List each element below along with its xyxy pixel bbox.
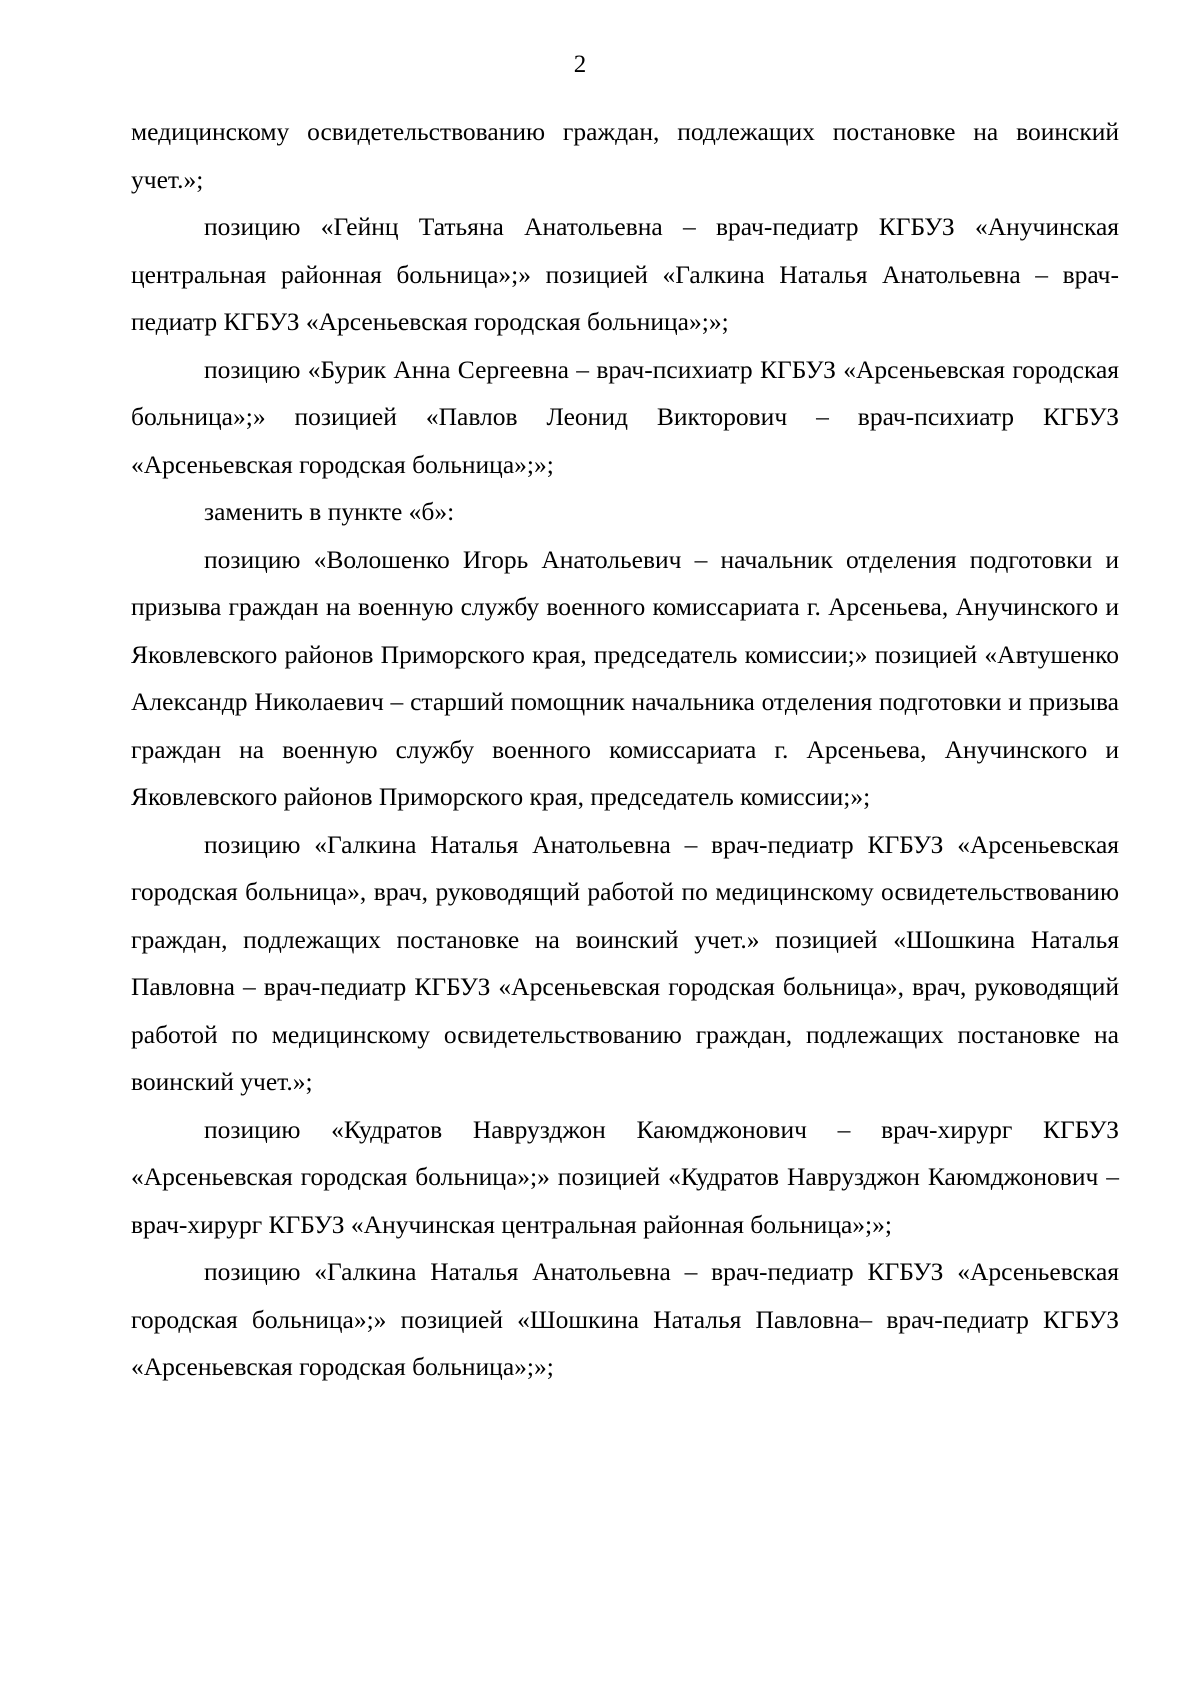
paragraph-galkina-replacement: позицию «Галкина Наталья Анатольевна – врач-педиатр КГБУЗ «Арсеньевская городская больница»;» позицией «Шошкина Наталья Павловна– врач-педиатр КГБУЗ «Арсеньевская городская больница»;»; (131, 1257, 1119, 1381)
paragraph-burik-replacement: позицию «Бурик Анна Сергеевна – врач-психиатр КГБУЗ «Арсеньевская городская больница»;» позицией «Павлов Леонид Викторович – врач-психиатр КГБУЗ «Арсеньевская городская больница»;»; (131, 354, 1119, 479)
paragraph-kudratov-replacement: позицию «Кудратов Наврузджон Каюмджонович – врач-хирург КГБУЗ «Арсеньевская городская больница»;» позицией «Кудратов Наврузджон Каюмджонович – врач-хирург КГБУЗ «Анучинская центральная районная больница»;»; (131, 1114, 1119, 1239)
paragraph-galkina-chair-replacement: позицию «Галкина Наталья Анатольевна – врач-педиатр КГБУЗ «Арсеньевская городская больница», врач, руководящий работой по медицинскому освидетельствованию граждан, подлежащих постановке на воинский учет.» позицией «Шошкина Наталья Павловна – врач-педиатр КГБУЗ «Арсеньевская городская больница», врач, руководящий работой по медицинскому освидетельствованию граждан, подлежащих постановке на воинский учет.»; (131, 829, 1119, 1096)
page-number: 2 (573, 51, 587, 78)
paragraph-gejnc-replacement: позицию «Гейнц Татьяна Анатольевна – врач-педиатр КГБУЗ «Анучинская центральная районная больница»;» позицией «Галкина Наталья Анатольевна – врач-педиатр КГБУЗ «Арсеньевская городская больница»;»; (131, 212, 1119, 336)
paragraph-continuation: медицинскому освидетельствованию граждан, подлежащих постановке на воинский учет.»; (131, 117, 1119, 194)
paragraph-section-b-heading: заменить в пункте «б»: (204, 497, 455, 526)
paragraph-voloshenko-replacement: позицию «Волошенко Игорь Анатольевич – начальник отделения подготовки и призыва граждан на военную службу военного комиссариата г. Арсеньева, Анучинского и Яковлевского районов Приморского края, председатель комиссии;» позицией «Автушенко Александр Николаевич – старший помощник начальника отделения подготовки и призыва граждан на военную службу военного комиссариата г. Арсеньева, Анучинского и Яковлевского районов Приморского края, председатель комиссии;»; (131, 544, 1119, 811)
document-body (131, 108, 1119, 1391)
